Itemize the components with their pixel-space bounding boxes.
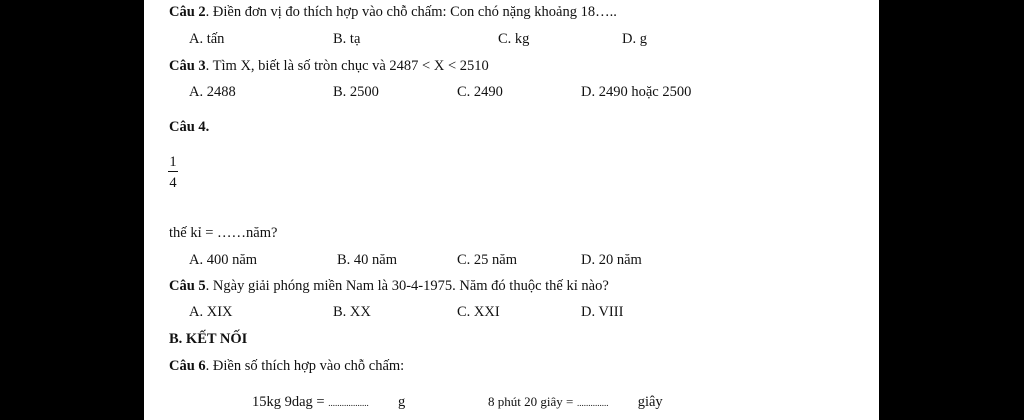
question-4-label: Câu 4.: [169, 119, 210, 135]
question-4-text: thế kỉ = ……năm?: [169, 225, 278, 241]
option-a: A. 400 năm: [189, 252, 258, 268]
question-label: Câu 5: [169, 278, 206, 294]
option-c: C. 25 năm: [457, 252, 518, 268]
conversion-left: 8 phút 20 giây =: [488, 394, 574, 409]
option-a: A. tấn: [189, 31, 225, 47]
question-6: [169, 357, 404, 375]
question-label: Câu 6: [169, 358, 206, 374]
conversion-item-1: [252, 393, 405, 412]
option-d: D. g: [622, 31, 647, 47]
option-b: B. 2500: [333, 84, 379, 100]
question-text: . Điền số thích hợp vào chỗ chấm:: [205, 358, 405, 374]
question-text: . Điền đơn vị đo thích hợp vào chỗ chấm: Con chó nặng khoảng 18…..: [205, 4, 617, 20]
option-d: D. VIII: [581, 304, 624, 320]
option-b: B. XX: [333, 304, 371, 320]
question-3: [169, 57, 489, 75]
conversion-unit: giây: [637, 394, 663, 410]
option-d: D. 2490 hoặc 2500: [581, 84, 692, 100]
conversion-unit: g: [398, 394, 406, 410]
answer-blank: ..................: [328, 398, 369, 408]
option-c: C. kg: [498, 31, 530, 47]
fraction-numerator: 1: [169, 154, 177, 170]
question-2: [169, 3, 617, 21]
conversion-item-2: [488, 393, 663, 412]
conversion-left: 15kg 9dag =: [252, 394, 325, 410]
question-5: [169, 277, 609, 295]
option-b: B. 40 năm: [337, 252, 398, 268]
option-d: D. 20 năm: [581, 252, 642, 268]
answer-blank: ..............: [576, 398, 609, 408]
document-page: [144, 0, 879, 420]
question-label: Câu 3: [169, 58, 206, 74]
option-a: A. XIX: [189, 304, 233, 320]
option-b: B. tạ: [333, 31, 361, 47]
question-text: . Ngày giải phóng miền Nam là 30-4-1975. Năm đó thuộc thế kỉ nào?: [205, 278, 609, 294]
fraction-bar: [168, 171, 178, 172]
fraction: [168, 154, 178, 191]
option-c: C. 2490: [457, 84, 503, 100]
option-c: C. XXI: [457, 304, 500, 320]
question-label: Câu 2: [169, 4, 206, 20]
section-heading: B. KẾT NỐI: [169, 331, 248, 347]
option-a: A. 2488: [189, 84, 236, 100]
question-text: . Tìm X, biết là số tròn chục và 2487 < X < 2510: [205, 58, 489, 74]
fraction-denominator: 4: [169, 175, 177, 191]
